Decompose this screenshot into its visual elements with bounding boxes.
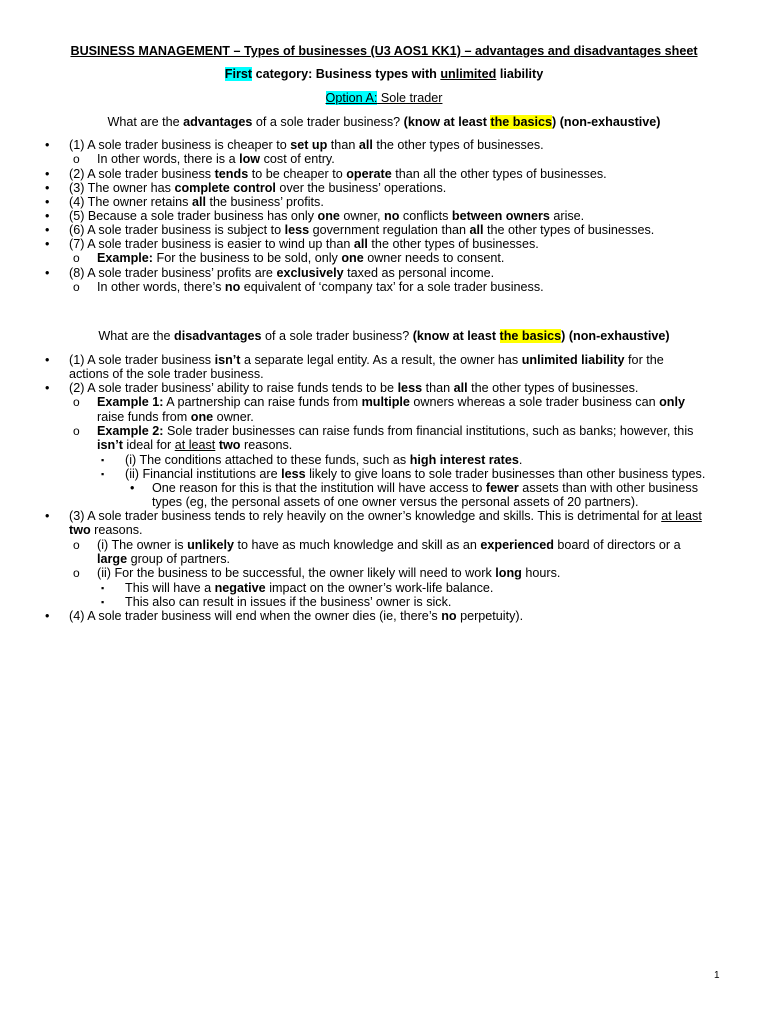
text-run: In other words, there is a [97,152,240,166]
bullet-marker: • [45,195,50,209]
text-run: only [659,395,685,409]
text-run: (8) A sole trader business’ profits are [69,266,277,280]
text-run: (ii) For the business to be successful, the owner likely will need to work [97,566,496,580]
text-run: One reason for this is that the institution will have access to [152,481,486,495]
bullet-marker: • [45,237,50,251]
text-run: between owners [451,209,550,223]
text-run: one [341,251,364,265]
text-run: the business’ profits. [205,195,324,209]
text-run: one [190,410,214,424]
text-run: For the business to be sold, only [153,251,342,265]
list-item-continuation: actions of the sole trader business. [69,367,264,381]
bullet-marker: • [45,266,50,280]
text-run: (i) The conditions attached to these funds, such as [125,453,410,467]
disadvantages-heading: What are the disadvantages of a sole trader business? (know at least the basics) (non-exhaustive) [98,329,670,343]
text-run: board of directors or a [553,538,681,552]
text-run: than all the other types of businesses. [391,167,607,181]
text-run: operate [346,167,392,181]
list-item [45,381,639,396]
bullet-marker: o [73,280,80,294]
bullet-marker: o [73,566,80,580]
bullet-marker: ▪ [101,597,105,607]
text-run: high interest rates [409,453,519,467]
text-run: (2) A sole trader business [69,167,215,181]
list-item [45,181,447,196]
text-run: one [317,209,340,223]
bullet-marker: • [45,181,50,195]
advantages-heading: What are the advantages of a sole trader business? (know at least the basics) (non-exhaustive) [107,115,661,129]
text-run: raise funds from [97,410,191,424]
list-item [101,453,523,468]
text-run: experienced [480,538,554,552]
text-run: . [518,453,523,467]
list-item [45,223,655,238]
list-item-continuation: types (eg, the personal assets of one owner versus the personal assets of 20 partners). [152,495,639,509]
option-label: Option A: [325,91,378,105]
bullet-marker: • [45,509,50,523]
text-run: government regulation than [309,223,470,237]
text-run: This also can result in issues if the business’ owner is sick. [125,595,452,609]
text-run: negative [214,581,266,595]
text-run: reasons. [90,523,143,537]
text-run: no [384,209,400,223]
list-item [45,167,607,182]
bullet-marker: • [45,138,50,152]
text-run: all [191,195,206,209]
text-run: ideal for [122,438,175,452]
text-run: In other words, there’s [97,280,225,294]
list-item [73,251,505,266]
list-item-continuation [97,410,254,425]
text-run: (4) A sole trader business will end when the owner dies (ie, there’s [69,609,442,623]
page-number: 1 [714,970,720,981]
list-item [45,195,324,210]
text-run: (ii) Financial institutions are [125,467,282,481]
list-item-continuation [97,552,230,567]
text-run: owners whereas a sole trader business can [409,395,660,409]
text-run: low [239,152,261,166]
bullet-marker: o [73,152,80,166]
text-run: at least [661,509,702,523]
text-run: equivalent of ‘company tax’ for a sole trader business. [240,280,544,294]
option-heading [0,91,768,106]
text-run: conflicts [399,209,452,223]
text-run: A partnership can raise funds from [163,395,362,409]
text-run: tends [214,167,249,181]
text-run: fewer [485,481,519,495]
list-item [45,209,585,224]
text-run: isn’t [214,353,241,367]
bullet-marker: o [73,251,80,265]
first-highlight: First [224,67,253,81]
text-run: complete control [174,181,276,195]
list-item [45,609,524,624]
text-run: exclusively [276,266,344,280]
text-run: than [422,381,454,395]
bullet-marker: o [73,424,80,438]
text-run: large [97,552,128,566]
text-run: reasons. [240,438,293,452]
list-item [101,581,494,596]
text-run: all [353,237,368,251]
text-run: than [327,138,359,152]
bullet-marker: ▪ [101,455,105,465]
bullet-marker: • [45,223,50,237]
text-run: (1) A sole trader business is cheaper to [69,138,291,152]
text-run: Example: [97,251,153,265]
text-run: assets than with other business [518,481,699,495]
text-run: the other types of businesses. [367,237,539,251]
list-item-continuation [69,523,143,538]
text-run: (2) A sole trader business’ ability to raise funds tends to be [69,381,398,395]
text-run: owner. [213,410,254,424]
text-run: (5) Because a sole trader business has only [69,209,318,223]
text-run: owner needs to consent. [363,251,505,265]
text-run: (7) A sole trader business is easier to wind up than [69,237,354,251]
bullet-marker: • [45,353,50,367]
text-run: (6) A sole trader business is subject to [69,223,285,237]
text-run: unlimited liability [521,353,625,367]
text-run: over the business’ operations. [275,181,447,195]
text-run: long [495,566,522,580]
text-run: (4) The owner retains [69,195,192,209]
text-run: all [453,381,468,395]
text-run: Sole trader businesses can raise funds from financial institutions, such as banks; however, this [163,424,694,438]
list-item-continuation [97,438,292,453]
text-run: to have as much knowledge and skill as an [233,538,481,552]
list-item [45,509,702,524]
text-run: set up [290,138,328,152]
list-item [45,353,664,368]
list-item [45,138,544,153]
text-run: less [281,467,306,481]
text-run: (3) A sole trader business tends to rely heavily on the owner’s knowledge and skills. This is detrimental for [69,509,662,523]
text-run: (i) The owner is [97,538,188,552]
text-run: group of partners. [127,552,231,566]
bullet-marker: o [73,538,80,552]
text-run: impact on the owner’s work-life balance. [265,581,494,595]
text-run: likely to give loans to sole trader businesses than other business types. [305,467,706,481]
text-run: This will have a [125,581,215,595]
text-run: (3) The owner has [69,181,175,195]
text-run: two [69,523,91,537]
option-name: Sole trader [377,91,443,105]
text-run: taxed as personal income. [343,266,495,280]
list-item [73,152,335,167]
list-item [73,538,681,553]
text-run: the other types of businesses. [483,223,655,237]
list-item [101,595,452,610]
text-run: (1) A sole trader business [69,353,215,367]
text-run: perpetuity). [456,609,524,623]
text-run: arise. [549,209,585,223]
text-run: Example 2: [97,424,164,438]
bullet-marker: • [45,209,50,223]
text-run: unlikely [187,538,234,552]
text-run: two [218,438,241,452]
bullet-marker: ▪ [101,469,105,479]
text-run: isn’t [97,438,123,452]
list-item [101,467,706,482]
text-run: the other types of businesses. [467,381,639,395]
text-run: less [284,223,310,237]
bullet-marker: • [45,167,50,181]
text-run: hours. [521,566,561,580]
bullet-marker: • [45,609,50,623]
text-run: all [469,223,484,237]
text-run: less [397,381,423,395]
basics-highlight: the basics [499,329,562,343]
document-title: BUSINESS MANAGEMENT – Types of businesses (U3 AOS1 KK1) – advantages and disadvantages sheet [70,44,698,58]
text-run: to be cheaper to [248,167,347,181]
list-item [45,266,495,281]
text-run: a separate legal entity. As a result, the owner has [240,353,522,367]
text-run: for the [624,353,664,367]
bullet-marker: • [130,481,135,495]
category-heading: First category: Business types with unlimited liability [224,67,544,81]
bullet-marker: • [45,381,50,395]
text-run: no [441,609,457,623]
bullet-marker: o [73,395,80,409]
text-run: cost of entry. [260,152,335,166]
text-run: the other types of businesses. [372,138,544,152]
list-item [73,280,544,295]
text-run: no [224,280,241,294]
bullet-marker: ▪ [101,583,105,593]
list-item [45,237,539,252]
list-item [73,566,561,581]
list-item [73,424,694,439]
text-run: all [358,138,373,152]
basics-highlight: the basics [490,115,553,129]
text-run: at least [174,438,216,452]
list-item [130,481,699,496]
list-item [73,395,685,410]
text-run: owner, [339,209,385,223]
text-run: Example 1: [97,395,164,409]
text-run: multiple [361,395,410,409]
